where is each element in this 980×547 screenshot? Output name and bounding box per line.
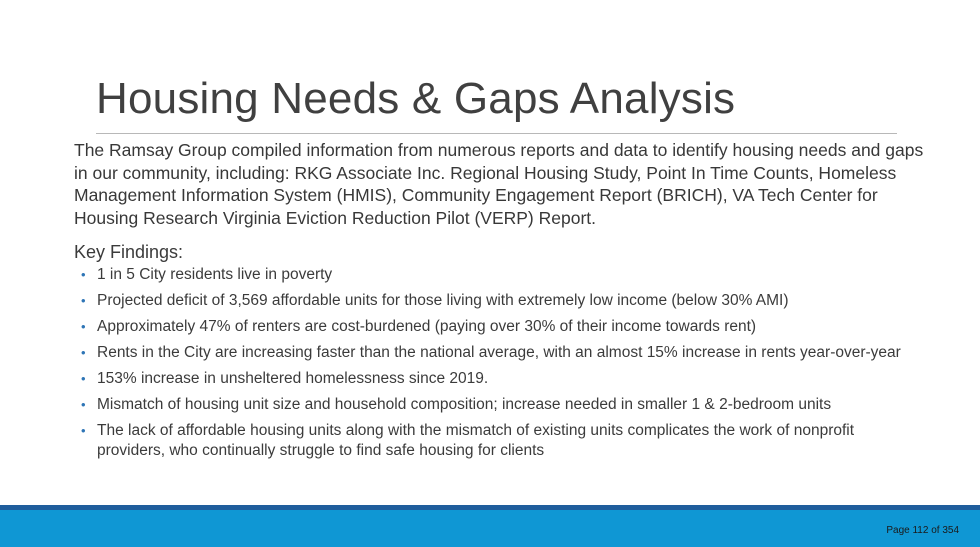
title-divider [96,133,897,134]
list-item [78,343,908,363]
finding-text: The lack of affordable housing units along with the mismatch of existing units complicates the work of nonprofit providers, who continually struggle to find safe housing for clients [97,422,855,459]
footer-band [0,510,980,547]
bullet-icon: • [81,371,86,386]
key-findings-heading: Key Findings: [74,242,184,262]
bullet-icon: • [81,345,86,360]
list-item [78,395,908,415]
list-item [78,369,908,389]
list-item [78,317,908,337]
finding-text: Mismatch of housing unit size and household composition; increase needed in smaller 1 & 2-bedroom units [97,396,832,413]
list-item [78,265,908,285]
finding-text: Approximately 47% of renters are cost-burdened (paying over 30% of their income towards rent) [97,318,757,335]
key-findings-list [78,265,908,467]
finding-text: Projected deficit of 3,569 affordable units for those living with extremely low income (below 30% AMI) [97,292,789,309]
bullet-icon: • [81,423,86,438]
finding-text: 153% increase in unsheltered homelessness since 2019. [97,370,489,387]
finding-text: 1 in 5 City residents live in poverty [97,266,333,283]
finding-text: Rents in the City are increasing faster than the national average, with an almost 15% increase in rents year-over-year [97,344,901,361]
bullet-icon: • [81,319,86,334]
bullet-icon: • [81,293,86,308]
bullet-icon: • [81,397,86,412]
slide-title: Housing Needs & Gaps Analysis [96,74,736,123]
list-item [78,421,908,461]
page-number: Page 112 of 354 [886,525,959,536]
bullet-icon: • [81,267,86,282]
list-item [78,291,908,311]
intro-paragraph: The Ramsay Group compiled information from numerous reports and data to identify housing needs and gaps in our community, including: RKG Associate Inc. Regional Housing Study, Point In Time Counts, Homeless Management Information System (HMIS), Community Engagement Report (BRICH), VA Tech Center for Housing Research Virginia Eviction Reduction Pilot (VERP) Report. [74,140,924,228]
